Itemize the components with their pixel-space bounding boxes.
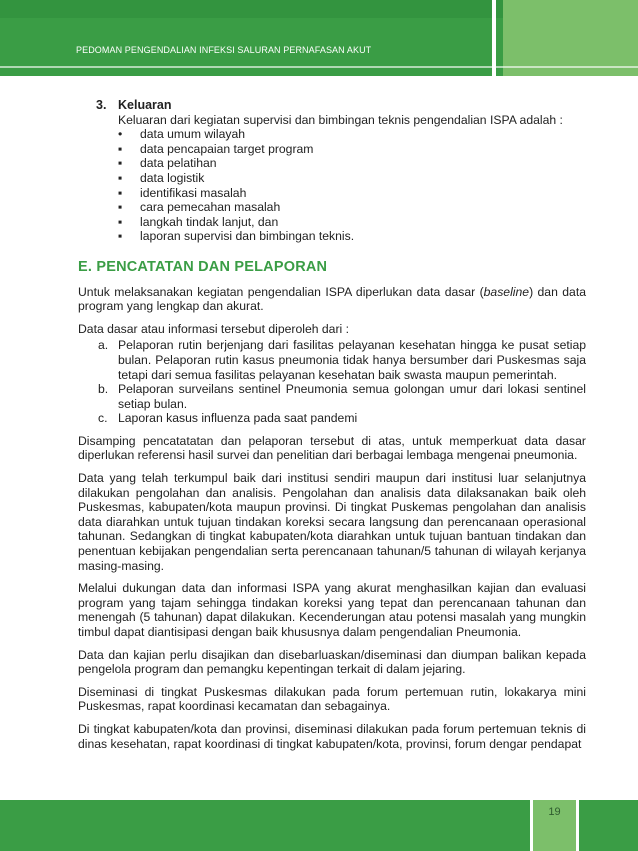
header-divider xyxy=(492,0,496,76)
square-bullet-icon: ▪ xyxy=(118,200,123,215)
paragraph: Diseminasi di tingkat Puskesmas dilakukan pada forum pertemuan rutin, lokakarya mini Puskesmas, rapat koordinasi kecamatan dan sebagainya. xyxy=(78,684,586,714)
data-source-list xyxy=(78,338,586,426)
header-accent-block xyxy=(503,0,638,76)
square-bullet-icon: ▪ xyxy=(118,170,123,185)
section-heading: E. PENCATATAN DAN PELAPORAN xyxy=(78,258,328,275)
paragraph-data-sources: Data dasar atau informasi tersebut diperoleh dari : xyxy=(78,321,349,336)
item-3-intro: Keluaran dari kegiatan supervisi dan bimbingan teknis pengendalian ISPA adalah : xyxy=(118,112,563,127)
list-item: ▪ data logistik xyxy=(118,170,205,185)
footer-divider xyxy=(576,800,579,851)
paragraph: Disamping pencatatatan dan pelaporan tersebut di atas, untuk memperkuat data dasar diperlukan referensi hasil survei dan penelitian dari berbagai lembaga mengenai pneumonia. xyxy=(78,433,586,463)
item-3-number: 3. xyxy=(96,98,107,112)
paragraph-intro: Untuk melaksanakan kegiatan pengendalian ISPA diperlukan data dasar (baseline) dan data program yang lengkap dan akurat. xyxy=(78,284,586,314)
page-content xyxy=(78,98,586,759)
list-item: b. Pelaporan surveilans sentinel Pneumonia semua golongan umur dari lokasi sentinel setiap bulan. xyxy=(98,382,586,411)
square-bullet-icon: ▪ xyxy=(118,214,123,229)
list-item: c. Laporan kasus influenza pada saat pandemi xyxy=(98,411,358,426)
list-item: • data umum wilayah xyxy=(118,127,245,142)
list-item: ▪ cara pemecahan masalah xyxy=(118,200,281,215)
paragraph: Data dan kajian perlu disajikan dan disebarluaskan/diseminasi dan diumpan balikan kepada pengelola program dan pemangku kepentingan terkait di dalam jejaring. xyxy=(78,647,586,677)
list-item: ▪ data pencapaian target program xyxy=(118,141,314,156)
paragraph: Di tingkat kabupaten/kota dan provinsi, diseminasi dilakukan pada forum pertemuan teknis di dinas kesehatan, rapat koordinasi di tingkat kabupaten/kota, provinsi, forum dengar pendapat xyxy=(78,721,586,751)
square-bullet-icon: ▪ xyxy=(118,185,123,200)
output-list xyxy=(78,127,586,244)
running-header-title: PEDOMAN PENGENDALIAN INFEKSI SALURAN PERNAFASAN AKUT xyxy=(76,45,372,55)
square-bullet-icon: ▪ xyxy=(118,156,123,171)
page-number: 19 xyxy=(548,806,561,818)
item-3-heading xyxy=(96,98,586,113)
list-item: ▪ laporan supervisi dan bimbingan teknis. xyxy=(118,229,355,244)
baseline-term: baseline xyxy=(483,284,530,299)
list-item: ▪ identifikasi masalah xyxy=(118,185,247,200)
bullet-icon: • xyxy=(118,127,123,142)
list-item: ▪ data pelatihan xyxy=(118,156,217,171)
square-bullet-icon: ▪ xyxy=(118,229,123,244)
list-item: ▪ langkah tindak lanjut, dan xyxy=(118,214,279,229)
header-band xyxy=(0,66,638,68)
paragraph: Melalui dukungan data dan informasi ISPA yang akurat menghasilkan kajian dan evaluasi program yang tajam sehingga tindakan koreksi yang tepat dan perencanaan tahunan dan menengah (5 tahunan) dapat dilakukan. Kecenderungan atau potensi masalah yang mungkin timbul dapat diantisipasi dengan baik khususnya dalam pengendalian Pneumonia. xyxy=(78,581,586,639)
paragraph: Data yang telah terkumpul baik dari institusi sendiri maupun dari institusi luar selanjutnya dilakukan pengolahan dan analisis. Pengolahan dan analisis data dilaksanakan baik oleh Puskesmas, kabupaten/kota maupun provinsi. Di tingkat Puskemas pengolahan dan analisis data diarahkan untuk tujuan tindakan koreksi secara langsung dan perencanaan operasional tahunan. Sedangkan di tingkat kabupaten/kota diarahkan untuk tujuan bantuan tindakan dan penentuan kebijakan pengendalian serta perencanaan tahunan/5 tahunan di wilayah kerjanya masing-masing. xyxy=(78,471,586,573)
item-3-title: Keluaran xyxy=(118,98,172,112)
square-bullet-icon: ▪ xyxy=(118,141,123,156)
list-item: a. Pelaporan rutin berjenjang dari fasilitas pelayanan kesehatan hingga ke pusat setiap bulan. Pelaporan rutin kasus pneumonia tidak hanya bersumber dari Puskesmas saja tetapi dari semua fasilitas pelayanan kesehatan baik swasta maupun pemerintah. xyxy=(98,338,586,382)
